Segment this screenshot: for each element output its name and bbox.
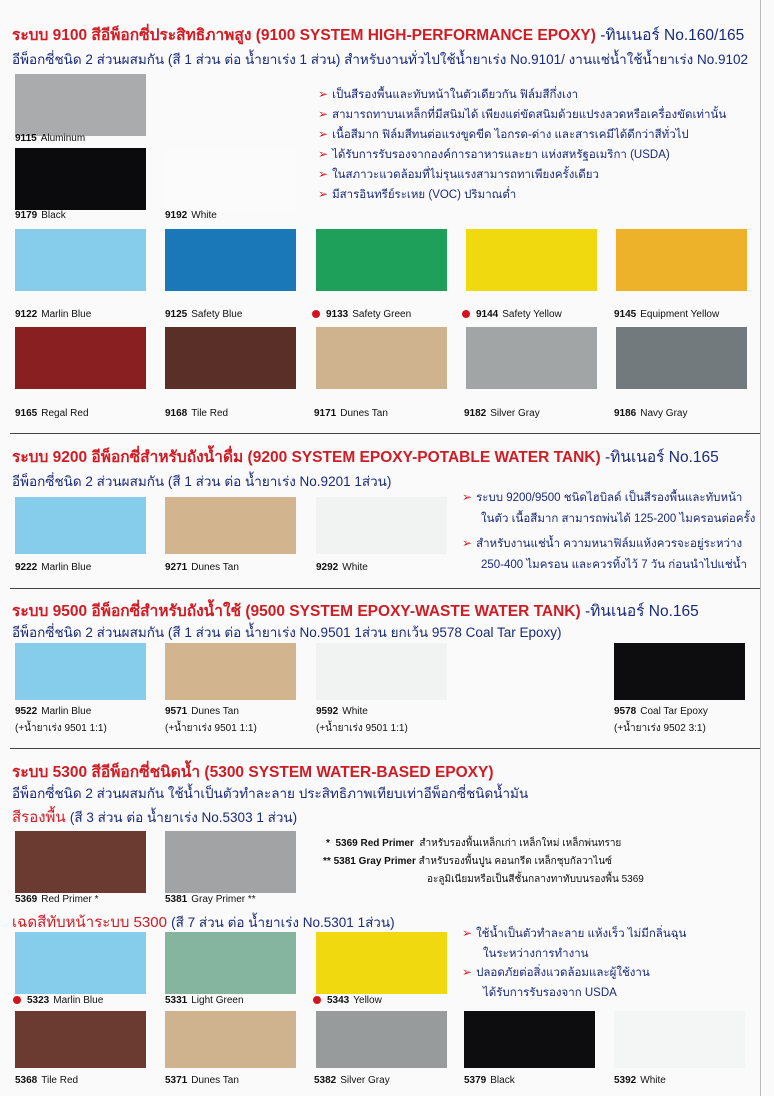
color-label-5368: 5368 Tile Red [15, 1075, 79, 1086]
color-swatch-9179 [15, 148, 146, 210]
color-label-9165: 9165 Regal Red [15, 408, 89, 419]
color-swatch-9292 [316, 497, 447, 554]
color-label-9292: 9292 White [316, 562, 368, 573]
color-swatch-9165 [15, 327, 146, 389]
section-9200-description: อีพ็อกซี่ชนิด 2 ส่วนผสมกัน (สี 1 ส่วน ต่อ น้ำยาเร่ง No.9201 1ส่วน) [12, 474, 392, 489]
color-label-5331: 5331 Light Green [165, 995, 244, 1006]
color-swatch-9125 [165, 229, 296, 291]
section-divider [10, 588, 760, 589]
topcoat-heading: เฉดสีทับหน้าระบบ 5300 (สี 7 ส่วน ต่อ น้ำยาเร่ง No.5301 1ส่วน) [12, 914, 395, 931]
color-swatch-5343 [316, 932, 447, 994]
lead-free-dot-icon [462, 310, 470, 318]
primer-heading: สีรองพื้น (สี 3 ส่วน ต่อ น้ำยาเร่ง No.5303 1 ส่วน) [12, 809, 298, 826]
color-swatch-9133 [316, 229, 447, 291]
color-label-9171: 9171 Dunes Tan [314, 408, 388, 419]
color-swatch-9592 [316, 643, 447, 700]
color-label-9133: 9133 Safety Green [312, 309, 411, 320]
feature-item: ➢ ปลอดภัยต่อสิ่งแวดล้อมและผู้ใช้งาน [462, 965, 650, 979]
feature-item: ➢ ได้รับการรับรองจากองค์การอาหารและยา แห่งสหรัฐอเมริกา (USDA) [318, 147, 670, 161]
color-label-5371: 5371 Dunes Tan [165, 1075, 239, 1086]
page-edge-line [760, 0, 761, 1096]
color-label-5379: 5379 Black [464, 1075, 515, 1086]
color-swatch-9144 [466, 229, 597, 291]
color-swatch-9222 [15, 497, 146, 554]
hardener-ratio-9578: (+น้ำยาเร่ง 9502 3:1) [614, 723, 706, 734]
section-9500-title: ระบบ 9500 อีพ็อกซี่สำหรับถังน้ำใช้ (9500 SYSTEM EPOXY-WASTE WATER TANK) -ทินเนอร์ No.165 [12, 603, 699, 620]
primer-mix-ratio: (สี 3 ส่วน ต่อ น้ำยาเร่ง No.5303 1 ส่วน) [69, 810, 298, 825]
color-label-9578: 9578 Coal Tar Epoxy [614, 706, 708, 717]
feature-item: ➢ สำหรับงานแช่น้ำ ความหนาฟิล์มแห้งควรจะอยู่ระหว่าง [462, 536, 743, 550]
color-label-9168: 9168 Tile Red [165, 408, 229, 419]
color-label-9144: 9144 Safety Yellow [462, 309, 562, 320]
feature-item: ➢ เนื้อสีมาก ฟิล์มสีทนต่อแรงขูดขีด ไอกรด-ด่าง และสารเคมีได้ดีกว่าสีทั่วไป [318, 127, 689, 141]
color-label-9179: 9179 Black [15, 210, 66, 221]
color-label-9592: 9592 White [316, 706, 368, 717]
color-swatch-9578 [614, 643, 745, 700]
color-label-5381: 5381 Gray Primer ** [165, 894, 256, 905]
lead-free-dot-icon [13, 996, 21, 1004]
color-label-9222: 9222 Marlin Blue [15, 562, 92, 573]
section-9200-title: ระบบ 9200 อีพ็อกซี่สำหรับถังน้ำดื่ม (9200 SYSTEM EPOXY-POTABLE WATER TANK) -ทินเนอร์ No.165 [12, 449, 719, 466]
section-divider [10, 748, 760, 749]
color-label-9115: 9115 Aluminum [15, 133, 86, 144]
lead-free-dot-icon [313, 996, 321, 1004]
feature-item: ➢ เป็นสีรองพื้นและทับหน้าในตัวเดียวกัน ฟิล์มสีกึ่งเงา [318, 87, 579, 101]
section-9500-description: อีพ็อกซี่ชนิด 2 ส่วนผสมกัน (สี 1 ส่วน ต่อ น้ำยาเร่ง No.9501 1ส่วน ยกเว้น 9578 Coal Tar Epoxy) [12, 625, 562, 640]
color-swatch-9122 [15, 229, 146, 291]
topcoat-mix-ratio: (สี 7 ส่วน ต่อ น้ำยาเร่ง No.5301 1ส่วน) [171, 915, 395, 930]
feature-item: ➢ ในสภาวะแวดล้อมที่ไม่รุนแรงสามารถทาเพียงครั้งเดียว [318, 167, 599, 181]
arrow-bullet-icon: ➢ [318, 167, 329, 181]
lead-free-dot-icon [312, 310, 320, 318]
color-swatch-5331 [165, 932, 296, 994]
color-label-9571: 9571 Dunes Tan [165, 706, 239, 717]
color-swatch-5392 [614, 1011, 745, 1068]
section-9100-title: ระบบ 9100 สีอีพ็อกซี่ประสิทธิภาพสูง (9100 SYSTEM HIGH-PERFORMANCE EPOXY) -ทินเนอร์ No.160/165 [12, 27, 745, 44]
primer-note-continued: อะลูมิเนียมหรือเป็นสีชั้นกลางทาทับบนรองพื้น 5369 [427, 874, 644, 885]
color-label-5392: 5392 White [614, 1075, 666, 1086]
feature-item-continued: ในตัว เนื้อสีมาก สามารถพ่นได้ 125-200 ไมครอนต่อครั้ง [481, 513, 756, 525]
color-label-9271: 9271 Dunes Tan [165, 562, 239, 573]
color-swatch-5323 [15, 932, 146, 994]
color-label-9522: 9522 Marlin Blue [15, 706, 92, 717]
hardener-ratio-9522: (+น้ำยาเร่ง 9501 1:1) [15, 723, 107, 734]
section-9200-thinner: -ทินเนอร์ No.165 [604, 449, 719, 466]
section-5300-title: ระบบ 5300 สีอีพ็อกซี่ชนิดน้ำ (5300 SYSTEM WATER-BASED EPOXY) [12, 764, 494, 781]
hardener-ratio-9592: (+น้ำยาเร่ง 9501 1:1) [316, 723, 408, 734]
feature-item-continued: 250-400 ไมครอน และควรทิ้งไว้ 7 วัน ก่อนนำไปแช่น้ำ [481, 559, 747, 571]
section-9500-thinner: -ทินเนอร์ No.165 [584, 603, 699, 620]
section-9100-thinner: -ทินเนอร์ No.160/165 [600, 27, 745, 44]
color-swatch-9171 [316, 327, 447, 389]
color-swatch-9192 [165, 148, 296, 210]
primer-note: * 5369 Red Primer สำหรับรองพื้นเหล็กเก่า เหล็กใหม่ เหล็กพ่นทราย [326, 838, 622, 849]
arrow-bullet-icon: ➢ [318, 87, 329, 101]
color-swatch-9571 [165, 643, 296, 700]
color-swatch-5369 [15, 831, 146, 893]
color-label-9192: 9192 White [165, 210, 217, 221]
hardener-ratio-9571: (+น้ำยาเร่ง 9501 1:1) [165, 723, 257, 734]
color-label-9122: 9122 Marlin Blue [15, 309, 92, 320]
arrow-bullet-icon: ➢ [318, 147, 329, 161]
primer-note: ** 5381 Gray Primer สำหรับรองพื้นปูน คอนกรีต เหล็กชุบกัลวาไนซ์ [323, 856, 612, 867]
color-swatch-9182 [466, 327, 597, 389]
section-5300-description: อีพ็อกซี่ชนิด 2 ส่วนผสมกัน ใช้น้ำเป็นตัวทำละลาย ประสิทธิภาพเทียบเท่าอีพ็อกซี่ชนิดน้ำมัน [12, 786, 529, 801]
color-swatch-9168 [165, 327, 296, 389]
arrow-bullet-icon: ➢ [462, 965, 473, 979]
color-label-9125: 9125 Safety Blue [165, 309, 243, 320]
color-swatch-9522 [15, 643, 146, 700]
color-label-9145: 9145 Equipment Yellow [614, 309, 720, 320]
color-swatch-9115 [15, 74, 146, 136]
arrow-bullet-icon: ➢ [462, 490, 473, 504]
feature-item-continued: ในระหว่างการทำงาน [483, 948, 589, 960]
color-label-5343: 5343 Yellow [313, 995, 382, 1006]
feature-item: ➢ ใช้น้ำเป็นตัวทำละลาย แห้งเร็ว ไม่มีกลิ่นฉุน [462, 926, 687, 940]
color-swatch-5368 [15, 1011, 146, 1068]
color-swatch-5382 [316, 1011, 447, 1068]
feature-item-continued: ได้รับการรับรองจาก USDA [483, 987, 617, 999]
color-label-5382: 5382 Silver Gray [314, 1075, 390, 1086]
section-divider [10, 433, 760, 434]
color-label-5369: 5369 Red Primer * [15, 894, 99, 905]
arrow-bullet-icon: ➢ [462, 926, 473, 940]
color-swatch-9186 [616, 327, 747, 389]
feature-item: ➢ สามารถทาบนเหล็กที่มีสนิมได้ เพียงแต่ขัดสนิมด้วยแปรงลวดหรือเครื่องขัดเท่านั้น [318, 107, 727, 121]
feature-item: ➢ ระบบ 9200/9500 ชนิดไฮบิลด์ เป็นสีรองพื้นและทับหน้า [462, 490, 743, 504]
arrow-bullet-icon: ➢ [318, 107, 329, 121]
color-swatch-9145 [616, 229, 747, 291]
feature-item: ➢ มีสารอินทรีย์ระเหย (VOC) ปริมาณต่ำ [318, 187, 517, 201]
arrow-bullet-icon: ➢ [462, 536, 473, 550]
color-swatch-5371 [165, 1011, 296, 1068]
color-swatch-5381 [165, 831, 296, 893]
color-swatch-5379 [464, 1011, 595, 1068]
color-label-9186: 9186 Navy Gray [614, 408, 688, 419]
color-label-9182: 9182 Silver Gray [464, 408, 540, 419]
arrow-bullet-icon: ➢ [318, 187, 329, 201]
section-9100-description: อีพ็อกซี่ชนิด 2 ส่วนผสมกัน (สี 1 ส่วน ต่อ น้ำยาเร่ง 1 ส่วน) สำหรับงานทั่วไปใช้น้ำยาเร่ง No.9101/ งานแช่น้ำใช้น้ำยาเร่ง No.9102 [12, 52, 749, 67]
color-swatch-9271 [165, 497, 296, 554]
color-label-5323: 5323 Marlin Blue [13, 995, 103, 1006]
arrow-bullet-icon: ➢ [318, 127, 329, 141]
